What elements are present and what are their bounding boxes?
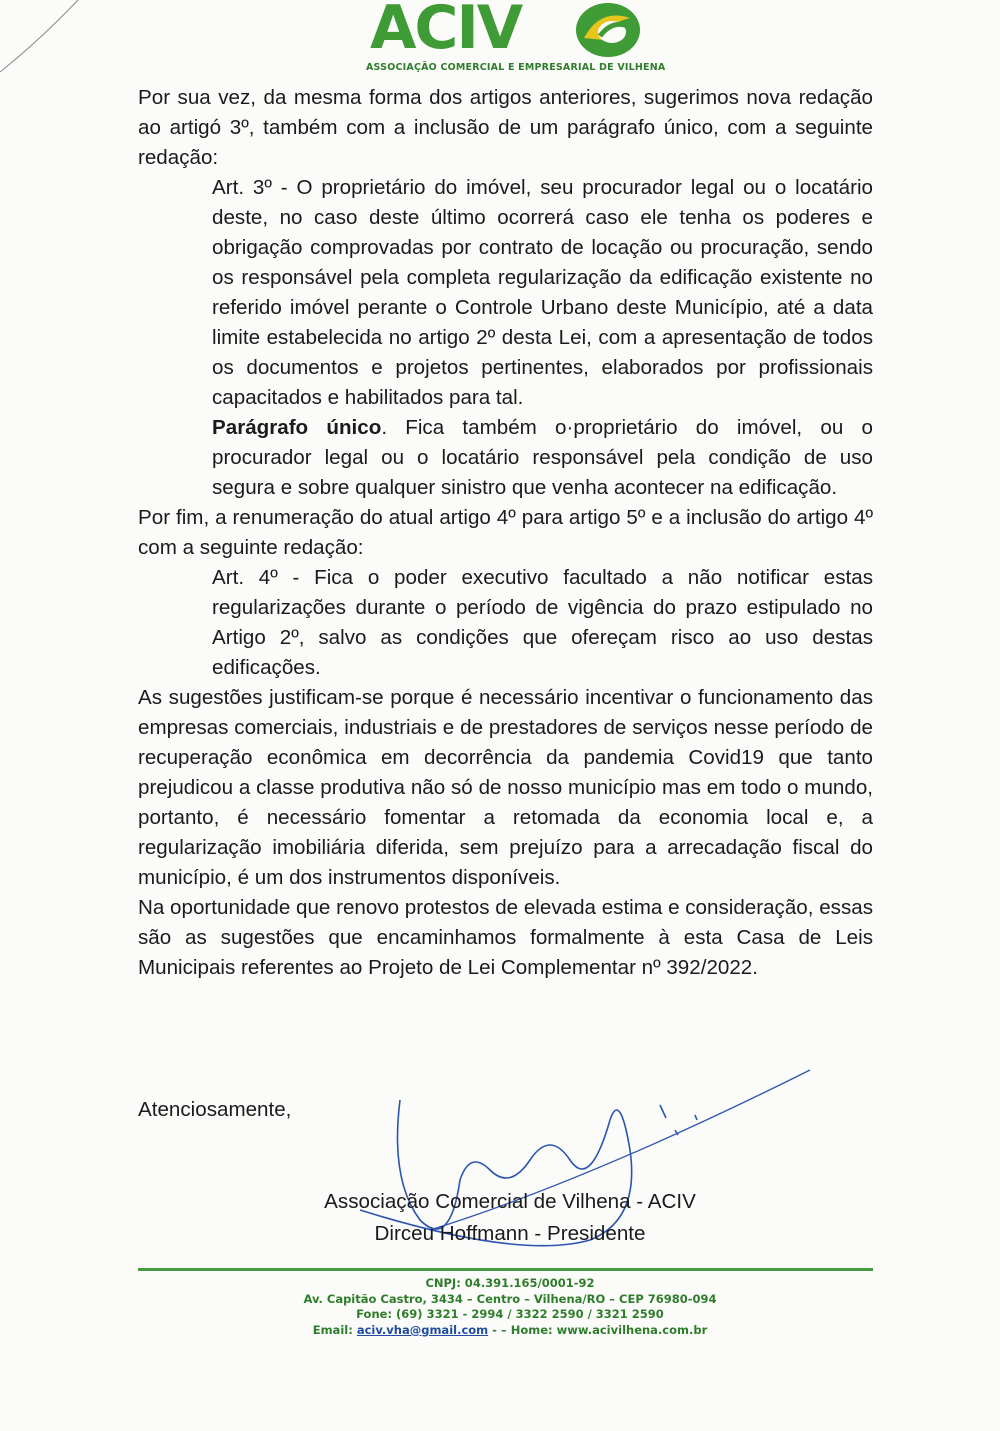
paragraph-justification: As sugestões justificam-se porque é necessário incentivar o funcionamento das empresas comerciais, industriais e de prestadores de serviços nesse período de recuperação econômica em decorrência da pandemia Covid19 que tanto prejudicou a classe produtiva não só de nosso município mas em todo o mundo, portanto, é necessário fomentar a retomada da economia local e, a regularização imobiliária diferida, sem prejuízo para a arrecadação fiscal do município, é um dos instrumentos disponíveis. (138, 686, 873, 889)
article-3-text: Art. 3º - O proprietário do imóvel, seu procurador legal ou o locatário deste, no caso deste último ocorrerá caso ele tenha os poderes e obrigação comprovadas por contrato de locação ou procuração, sendo os responsável pela completa regularização da edificação existente no referido imóvel perante o Controle Urbano deste Município, até a data limite estabelecida no artigo 2º desta Lei, com a apresentação de todos os documentos e projetos pertinentes, elaborados por profissionais capacitados e habilitados para tal. (212, 176, 873, 409)
letterhead-subtitle: ASSOCIAÇÃO COMERCIAL E EMPRESARIAL DE VILHENA (366, 62, 666, 73)
footer-cnpj: CNPJ: 04.391.165/0001-92 (425, 1276, 595, 1290)
footer-address: Av. Capitão Castro, 3434 – Centro – Vilhena/RO – CEP 76980-094 (303, 1291, 717, 1306)
letterhead (360, 0, 666, 80)
footer-email-label: Email: (312, 1322, 353, 1337)
footer-contact (250, 1323, 770, 1339)
footer-divider (138, 1268, 873, 1271)
footer-phone: Fone: (69) 3321 - 2994 / 3322 2590 / 3321 2590 (356, 1307, 664, 1321)
paragraph-renumeration: Por fim, a renumeração do atual artigo 4º para artigo 5º e a inclusão do artigo 4º com a seguinte redação: (138, 506, 873, 559)
footer-home: - – Home: www.acivilhena.com.br (488, 1322, 708, 1337)
footer-email-link[interactable]: aciv.vha@gmail.com (356, 1322, 489, 1337)
letter-body (138, 83, 873, 983)
letterhead-footer (250, 1276, 770, 1338)
logo-wordmark: ACIV (370, 0, 522, 63)
scan-mark (0, 0, 90, 80)
paragraph-conclusion: Na oportunidade que renovo protestos de elevada estima e consideração, essas são as sugestões que encaminhamos formalmente à esta Casa de Leis Municipais referentes ao Projeto de Lei Complementar nº 392/2022. (138, 896, 873, 979)
paragrafo-unico-text: . Fica também o·proprietário do imóvel, ou o procurador legal ou o locatário responsável pela condição de uso segura e sobre qualquer sinistro que venha acontecer na edificação. (212, 416, 874, 499)
paragrafo-unico-label: Parágrafo único (212, 416, 382, 439)
paragrafo-unico (138, 413, 873, 503)
article-4-text: Art. 4º - Fica o poder executivo facultado a não notificar estas regularizações durante o período de vigência do prazo estipulado no Artigo 2º, salvo as condições que ofereçam risco ao uso destas edificações. (212, 566, 873, 679)
signature-name: Dirceu Hoffmann - Presidente (374, 1222, 646, 1245)
signature-organization: Associação Comercial de Vilhena - ACIV (324, 1190, 696, 1213)
signature-block (300, 1186, 720, 1250)
paragraph-intro: Por sua vez, da mesma forma dos artigos anteriores, sugerimos nova redação ao artigó 3º, também com a inclusão de um parágrafo único, com a seguinte redação: (138, 86, 873, 169)
aciv-logo-icon (570, 0, 646, 58)
closing-salutation: Atenciosamente, (138, 1098, 292, 1121)
